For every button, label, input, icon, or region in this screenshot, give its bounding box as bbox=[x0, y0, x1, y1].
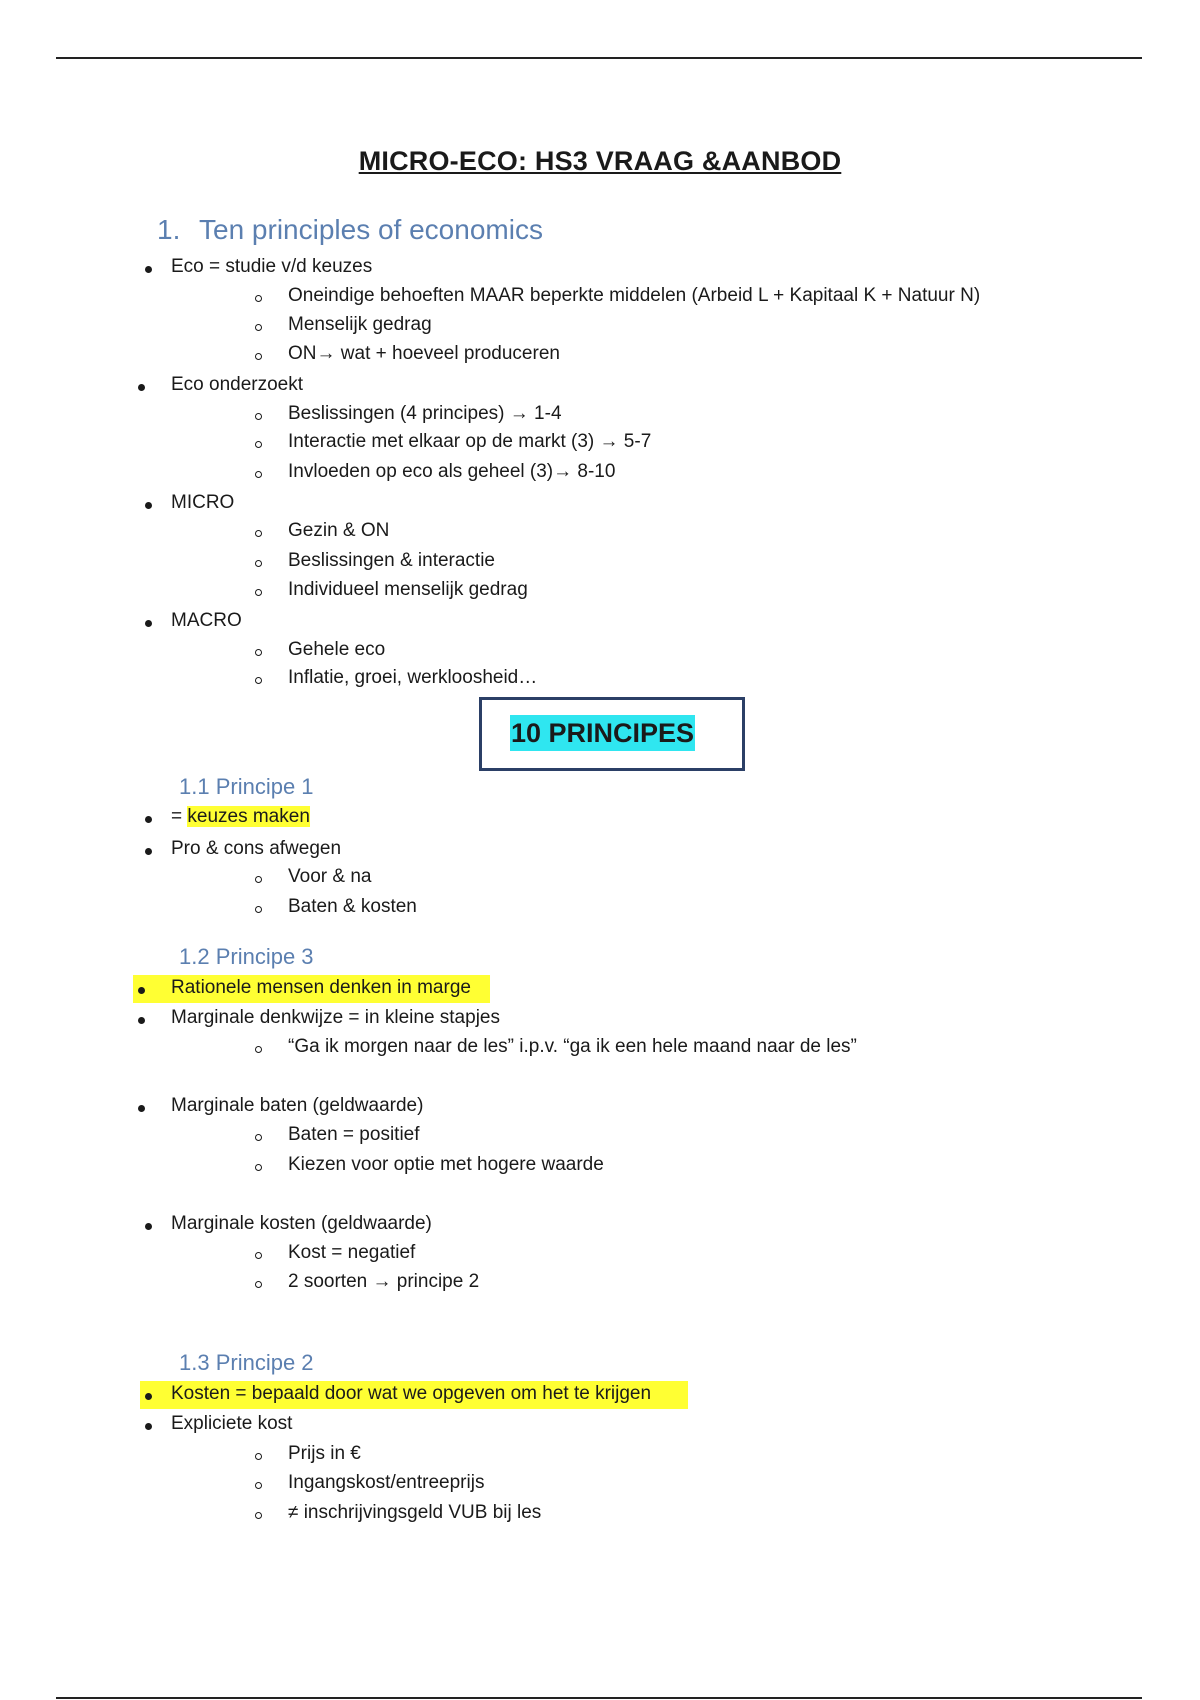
list-item-text: Expliciete kost bbox=[171, 1413, 293, 1434]
circle-bullet-icon bbox=[255, 1453, 262, 1460]
bullet-icon bbox=[145, 848, 152, 855]
circle-bullet-icon bbox=[255, 295, 262, 302]
list-subitem bbox=[0, 283, 1200, 313]
list-item-text: Individueel menselijk gedrag bbox=[288, 579, 528, 600]
circle-bullet-icon bbox=[255, 441, 262, 448]
circle-bullet-icon bbox=[255, 1482, 262, 1489]
list-item bbox=[0, 372, 1200, 402]
list-item-text: Interactie met elkaar op de markt (3) → 5-7 bbox=[288, 431, 652, 452]
principes-box bbox=[479, 697, 745, 771]
list-item-text: ON→ wat + hoeveel produceren bbox=[288, 343, 560, 364]
list-subitem bbox=[0, 1470, 1200, 1500]
circle-bullet-icon bbox=[255, 1252, 262, 1259]
list-subitem bbox=[0, 401, 1200, 431]
list-item bbox=[0, 254, 1200, 284]
circle-bullet-icon bbox=[255, 677, 262, 684]
circle-bullet-icon bbox=[255, 324, 262, 331]
section-number: 1. bbox=[157, 214, 181, 245]
list-item-text: Beslissingen (4 principes) → 1-4 bbox=[288, 403, 562, 424]
list-item bbox=[0, 975, 1200, 1005]
circle-bullet-icon bbox=[255, 530, 262, 537]
list-subitem bbox=[0, 341, 1200, 371]
subsection-heading-principe-1: 1.1 Principe 1 bbox=[179, 774, 314, 799]
list-item-text: Kost = negatief bbox=[288, 1242, 416, 1263]
list-subitem bbox=[0, 1441, 1200, 1471]
list-item-text: MACRO bbox=[171, 610, 242, 631]
top-rule bbox=[56, 57, 1142, 59]
list-item-text: Ingangskost/entreeprijs bbox=[288, 1472, 485, 1493]
list-subitem bbox=[0, 312, 1200, 342]
circle-bullet-icon bbox=[255, 906, 262, 913]
circle-bullet-icon bbox=[255, 1046, 262, 1053]
bullet-icon bbox=[138, 384, 145, 391]
list-item-text: Menselijk gedrag bbox=[288, 314, 432, 335]
list-subitem bbox=[0, 637, 1200, 667]
list-subitem bbox=[0, 894, 1200, 924]
circle-bullet-icon bbox=[255, 876, 262, 883]
bullet-icon bbox=[138, 987, 145, 994]
bottom-rule bbox=[56, 1697, 1142, 1699]
list-item-text: Marginale kosten (geldwaarde) bbox=[171, 1213, 432, 1234]
list-item-text: Invloeden op eco als geheel (3)→ 8-10 bbox=[288, 461, 616, 482]
list-subitem bbox=[0, 1240, 1200, 1270]
principes-label: 10 PRINCIPES bbox=[510, 715, 695, 751]
bullet-icon bbox=[145, 266, 152, 273]
list-item-text: ≠ inschrijvingsgeld VUB bij les bbox=[288, 1502, 542, 1523]
bullet-icon bbox=[138, 1105, 145, 1112]
list-item bbox=[0, 804, 1200, 834]
list-item bbox=[0, 1211, 1200, 1241]
bullet-icon bbox=[138, 1017, 145, 1024]
list-subitem bbox=[0, 1152, 1200, 1182]
bullet-icon bbox=[145, 502, 152, 509]
list-subitem bbox=[0, 518, 1200, 548]
section-heading-1 bbox=[157, 214, 543, 246]
list-item-text: Marginale baten (geldwaarde) bbox=[171, 1095, 424, 1116]
bullet-icon bbox=[145, 1423, 152, 1430]
list-subitem bbox=[0, 1122, 1200, 1152]
list-item-text: Eco onderzoekt bbox=[171, 374, 304, 395]
list-item-text: Baten & kosten bbox=[288, 896, 417, 917]
list-subitem bbox=[0, 1034, 1200, 1064]
list-item bbox=[0, 490, 1200, 520]
bullet-icon bbox=[145, 1223, 152, 1230]
circle-bullet-icon bbox=[255, 589, 262, 596]
circle-bullet-icon bbox=[255, 471, 262, 478]
list-item bbox=[0, 1411, 1200, 1441]
list-item-text: 2 soorten → principe 2 bbox=[288, 1271, 480, 1292]
highlighted-text: keuzes maken bbox=[187, 806, 310, 827]
list-item bbox=[0, 836, 1200, 866]
list-subitem bbox=[0, 429, 1200, 459]
list-item-text: Marginale denkwijze = in kleine stapjes bbox=[171, 1007, 500, 1028]
list-item-text: Kosten = bepaald door wat we opgeven om het te krijgen bbox=[171, 1383, 652, 1404]
circle-bullet-icon bbox=[255, 649, 262, 656]
bullet-icon bbox=[145, 620, 152, 627]
list-item-text bbox=[171, 806, 310, 828]
list-item-text: Baten = positief bbox=[288, 1124, 420, 1145]
list-item-text: Oneindige behoeften MAAR beperkte middelen (Arbeid L + Kapitaal K + Natuur N) bbox=[288, 285, 981, 306]
bullet-icon bbox=[145, 1393, 152, 1400]
list-item-text: Voor & na bbox=[288, 866, 372, 887]
circle-bullet-icon bbox=[255, 1134, 262, 1141]
list-subitem bbox=[0, 548, 1200, 578]
list-item-text: MICRO bbox=[171, 492, 235, 513]
list-item-prefix: = bbox=[171, 806, 188, 827]
list-subitem bbox=[0, 1269, 1200, 1299]
circle-bullet-icon bbox=[255, 353, 262, 360]
circle-bullet-icon bbox=[255, 1281, 262, 1288]
bullet-icon bbox=[145, 816, 152, 823]
list-item-text: Kiezen voor optie met hogere waarde bbox=[288, 1154, 604, 1175]
document-title: MICRO-ECO: HS3 VRAAG &AANBOD bbox=[358, 146, 842, 176]
list-item-text: Rationele mensen denken in marge bbox=[171, 977, 471, 998]
section-title: Ten principles of economics bbox=[199, 214, 543, 245]
circle-bullet-icon bbox=[255, 413, 262, 420]
list-subitem bbox=[0, 577, 1200, 607]
circle-bullet-icon bbox=[255, 1164, 262, 1171]
subsection-heading-principe-3: 1.2 Principe 3 bbox=[179, 944, 314, 969]
circle-bullet-icon bbox=[255, 560, 262, 567]
list-item bbox=[0, 1381, 1200, 1411]
list-item-text: Gezin & ON bbox=[288, 520, 390, 541]
list-item-text: Pro & cons afwegen bbox=[171, 838, 342, 859]
list-subitem bbox=[0, 1500, 1200, 1530]
list-subitem bbox=[0, 665, 1200, 695]
list-item-text: “Ga ik morgen naar de les” i.p.v. “ga ik een hele maand naar de les” bbox=[288, 1036, 857, 1057]
list-item-text: Gehele eco bbox=[288, 639, 386, 660]
circle-bullet-icon bbox=[255, 1512, 262, 1519]
list-item-text: Inflatie, groei, werkloosheid… bbox=[288, 667, 538, 688]
list-item-text: Beslissingen & interactie bbox=[288, 550, 495, 571]
list-item-text: Eco = studie v/d keuzes bbox=[171, 256, 373, 277]
list-item bbox=[0, 1093, 1200, 1123]
list-subitem bbox=[0, 459, 1200, 489]
subsection-heading-principe-2: 1.3 Principe 2 bbox=[179, 1350, 314, 1375]
list-item bbox=[0, 1005, 1200, 1035]
list-subitem bbox=[0, 864, 1200, 894]
list-item bbox=[0, 608, 1200, 638]
list-item-text: Prijs in € bbox=[288, 1443, 361, 1464]
